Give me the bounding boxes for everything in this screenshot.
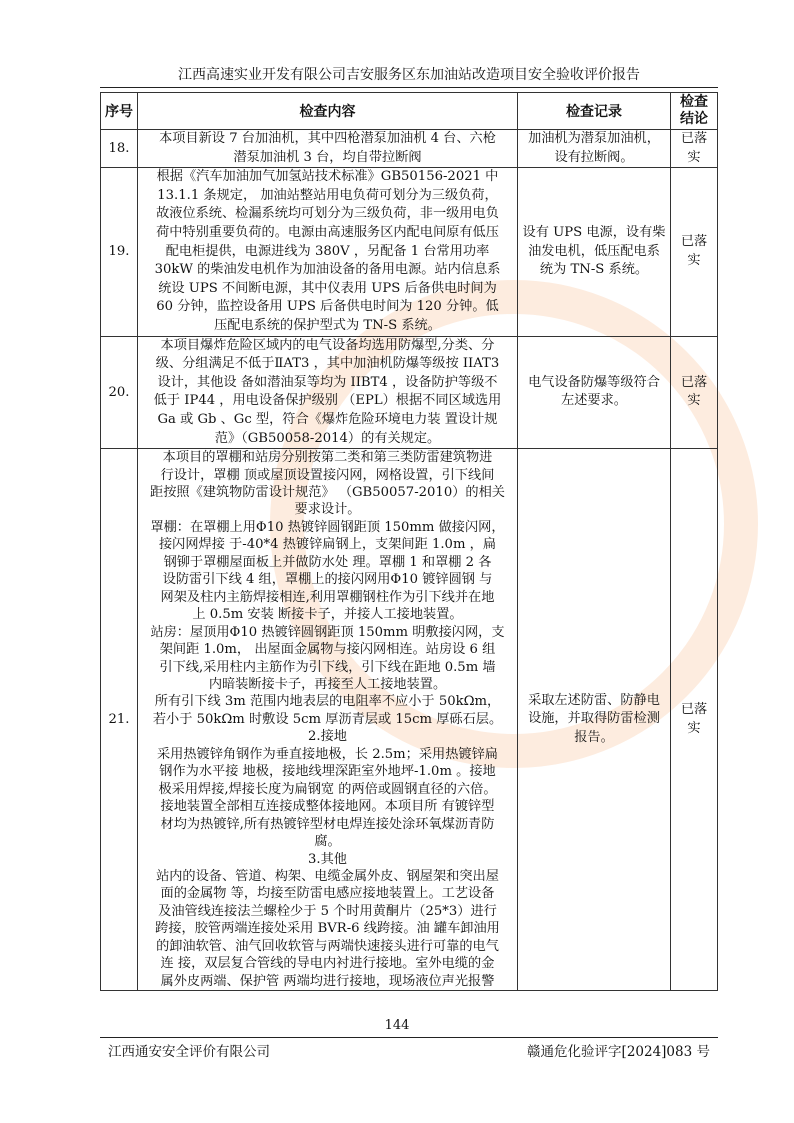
inspection-content-line: 钢作为水平接 地极，接地线埋深距室外地坪-1.0m 。接地 bbox=[159, 764, 496, 780]
table-row bbox=[101, 130, 718, 168]
inspection-content-line: Ga 或 Gb 、Gc 型，符合《爆炸危险环境电力装 置设计规 bbox=[157, 411, 498, 427]
col-header-content: 检查内容 bbox=[138, 93, 518, 130]
inspection-content-line: 配电柜提供，电源进线为 380V ，另配备 1 台常用功率 bbox=[165, 243, 490, 259]
inspection-content-line: 压配电系统的保护型式为 TN-S 系统。 bbox=[214, 317, 441, 333]
inspection-conclusion-line: 已落 bbox=[680, 374, 708, 390]
inspection-content-line: 范》（GB50058-2014）的有关规定。 bbox=[214, 430, 441, 446]
table-row bbox=[101, 168, 718, 336]
inspection-record-line: 电气设备防爆等级符合 bbox=[528, 374, 660, 390]
inspection-content-line: 跨接，胶管两端连接处采用 BVR-6 线跨接。油 罐车卸油用 bbox=[155, 921, 500, 937]
inspection-content-line: 13.1.1 条规定， 加油站整站用电负荷可划分为三级负荷， bbox=[157, 187, 498, 203]
inspection-record-line: 采取左述防雷、防静电 bbox=[528, 692, 660, 708]
inspection-conclusion bbox=[671, 130, 718, 168]
inspection-conclusion-line: 实 bbox=[687, 252, 701, 268]
inspection-content-line: 本项目的罩棚和站房分别按第二类和第三类防雷建筑物进 bbox=[162, 450, 493, 466]
inspection-content-line: 设计，其他设 备如潜油泵等均为 IIBT4 ，设备防护等级不 bbox=[157, 374, 498, 390]
inspection-record bbox=[518, 130, 671, 168]
inspection-content-line: 根据《汽车加油加气加氢站技术标准》GB50156-2021 中 bbox=[156, 169, 499, 185]
inspection-content-line: 属外皮两端、保护管 两端均进行接地，现场液位声光报警 bbox=[160, 973, 495, 989]
inspection-content-line: 站房：屋顶用Φ10 热镀锌圆钢距顶 150mm 明敷接闪网，支 bbox=[150, 624, 505, 640]
col-header-no: 序号 bbox=[101, 93, 138, 130]
inspection-content-line: 内暗装断接卡子，再接至人工接地装置。 bbox=[208, 676, 447, 692]
inspection-content-line: 设防雷引下线 4 组，罩棚上的接闪网用Φ10 镀锌圆钢 与 bbox=[162, 572, 493, 588]
inspection-content-line: 要求设计。 bbox=[294, 502, 361, 518]
col-header-conclusion: 检查 结论 bbox=[671, 93, 718, 130]
inspection-content bbox=[138, 336, 518, 449]
inspection-conclusion-line: 已落 bbox=[680, 131, 708, 146]
inspection-table bbox=[100, 92, 718, 991]
inspection-content bbox=[138, 168, 518, 336]
inspection-content-line: 的卸油软管、油气回收软管与两端快速接头进行可靠的电气 bbox=[156, 938, 499, 954]
page-header-title: 江西高速实业开发有限公司吉安服务区东加油站改造项目安全验收评价报告 bbox=[178, 67, 640, 83]
table-row bbox=[101, 336, 718, 449]
inspection-content-line: 上 0.5m 安装 断接卡子，并接人工接地装置。 bbox=[192, 607, 463, 623]
footer-doc-number: 赣通危化验评字[2024]083 号 bbox=[527, 1044, 710, 1060]
inspection-record-line: 油发电机，低压配电系 bbox=[528, 243, 660, 259]
inspection-content-line: 行设计，罩棚 顶或屋顶设置接闪网，网格设置，引下线间 bbox=[160, 467, 495, 483]
inspection-content-line: 网架及柱内主筋焊接相连,利用罩棚钢柱作为引下线并在地 bbox=[160, 589, 495, 605]
row-number: 20. bbox=[101, 336, 138, 449]
inspection-content-line: 面的金属物 等，均接至防雷电感应接地装置上。工艺设备 bbox=[160, 886, 495, 902]
inspection-content-line: 30kW 的柴油发电机作为加油设备的备用电源。站内信息系 bbox=[154, 262, 501, 278]
inspection-content-line: 潜泵加油机 3 台，均自带拉断阀 bbox=[233, 149, 422, 165]
inspection-content-line: 接地装置全部相互连接成整体接地网。本项目所 有镀锌型 bbox=[160, 799, 495, 815]
inspection-content-line: 若小于 50kΩm 时敷设 5cm 厚沥青层或 15cm 厚砾石层。 bbox=[152, 711, 503, 727]
table-row bbox=[101, 449, 718, 991]
inspection-conclusion-line: 实 bbox=[687, 149, 701, 165]
footer-company: 江西通安安全评价有限公司 bbox=[108, 1044, 270, 1060]
inspection-content-line: 采用热镀锌角钢作为垂直接地极，长 2.5m；采用热镀锌扁 bbox=[157, 746, 498, 762]
inspection-conclusion-line: 已落 bbox=[680, 702, 708, 718]
inspection-record-line: 左述要求。 bbox=[561, 393, 627, 409]
inspection-content-line: 所有引下线 3m 范围内地表层的电阻率不应小于 50kΩm， bbox=[154, 694, 501, 710]
inspection-content-line: 腐。 bbox=[314, 834, 341, 850]
inspection-content-line: 级、分组满足不低于ⅡAT3 ，其中加油机防爆等级按 IIAT3 bbox=[155, 356, 500, 372]
inspection-content-line: 材均为热镀锌,所有热镀锌型材电焊连接处涂环氧煤沥青防 bbox=[160, 816, 495, 832]
col-header-record: 检查记录 bbox=[518, 93, 671, 130]
inspection-conclusion-line: 实 bbox=[687, 393, 701, 409]
inspection-content-line: 低于 IP44 ，用电设备保护级别 （EPL）根据不同区域选用 bbox=[153, 393, 502, 409]
inspection-content-line: 60 分钟，监控设备用 UPS 后备供电时间为 120 分钟。低 bbox=[156, 299, 499, 315]
inspection-content-line: 3.其他 bbox=[308, 851, 347, 867]
inspection-record-line: 设有 UPS 电源，设有柴 bbox=[522, 224, 666, 240]
inspection-content-line: 故液位系统、检漏系统均可划分为三级负荷，非一级用电负 bbox=[156, 206, 499, 222]
inspection-content-line: 统设 UPS 不间断电源，其中仪表用 UPS 后备供电时间为 bbox=[158, 280, 497, 296]
row-number: 19. bbox=[101, 168, 138, 336]
inspection-content bbox=[138, 130, 518, 168]
inspection-record bbox=[518, 449, 671, 991]
inspection-content-line: 罩棚：在罩棚上用Φ10 热镀锌圆钢距顶 150mm 做接闪网， bbox=[150, 519, 505, 535]
header-divider bbox=[100, 87, 718, 88]
row-number: 21. bbox=[101, 449, 138, 991]
inspection-content-line: 及油管线连接法兰螺栓少于 5 个时用黄酮片（25*3）进行 bbox=[158, 903, 497, 919]
inspection-content bbox=[138, 449, 518, 991]
inspection-record-line: 加油机为潜泵加油机， bbox=[528, 131, 660, 146]
inspection-record-line: 设有拉断阀。 bbox=[554, 149, 634, 165]
inspection-conclusion-line: 实 bbox=[687, 720, 701, 736]
inspection-record-line: 报告。 bbox=[574, 729, 614, 745]
inspection-record-line: 设施，并取得防雷检测 bbox=[528, 711, 660, 727]
inspection-content-line: 距按照《建筑物防雷设计规范》 （GB50057-2010）的相关 bbox=[150, 485, 505, 500]
inspection-content-line: 本项目新设 7 台加油机，其中四枪潜泵加油机 4 台、六枪 bbox=[159, 131, 496, 146]
inspection-content-line: 极采用焊接,焊接长度为扁钢宽 的两倍或圆钢直径的六倍。 bbox=[158, 781, 497, 797]
inspection-content-line: 本项目爆炸危险区域内的电气设备均选用防爆型,分类、分 bbox=[160, 337, 495, 353]
inspection-conclusion bbox=[671, 449, 718, 991]
inspection-content-line: 引下线,采用柱内主筋作为引下线，引下线在距地 0.5m 墙 bbox=[159, 659, 496, 675]
page-number: 144 bbox=[384, 1018, 410, 1033]
row-number: 18. bbox=[101, 130, 138, 168]
inspection-content-line: 站内的设备、管道、构架、电缆金属外皮、钢屋架和突出屋 bbox=[156, 868, 499, 884]
inspection-content-line: 荷中特别重要负荷的。电源由高速服务区内配电间原有低压 bbox=[156, 224, 499, 240]
inspection-content-line: 连 接，双层复合管线的导电内衬进行接地。室外电缆的金 bbox=[160, 956, 495, 972]
inspection-conclusion bbox=[671, 336, 718, 449]
table-header-row bbox=[101, 93, 718, 130]
inspection-content-line: 接闪网焊接 于-40*4 热镀锌扁钢上，支架间距 1.0m ，扁 bbox=[158, 537, 497, 553]
inspection-conclusion bbox=[671, 168, 718, 336]
inspection-conclusion-line: 已落 bbox=[680, 234, 708, 250]
inspection-record bbox=[518, 336, 671, 449]
inspection-content-line: 钢铆于罩棚屋面板上并做防水处 理。罩棚 1 和罩棚 2 各 bbox=[163, 554, 492, 570]
inspection-record-line: 统为 TN-S 系统。 bbox=[539, 262, 649, 278]
footer-divider bbox=[100, 1037, 718, 1038]
inspection-content-line: 2.接地 bbox=[308, 729, 347, 745]
inspection-content-line: 架间距 1.0m， 出屋面金属物与接闪网相连。站房设 6 组 bbox=[159, 642, 496, 658]
inspection-record bbox=[518, 168, 671, 336]
